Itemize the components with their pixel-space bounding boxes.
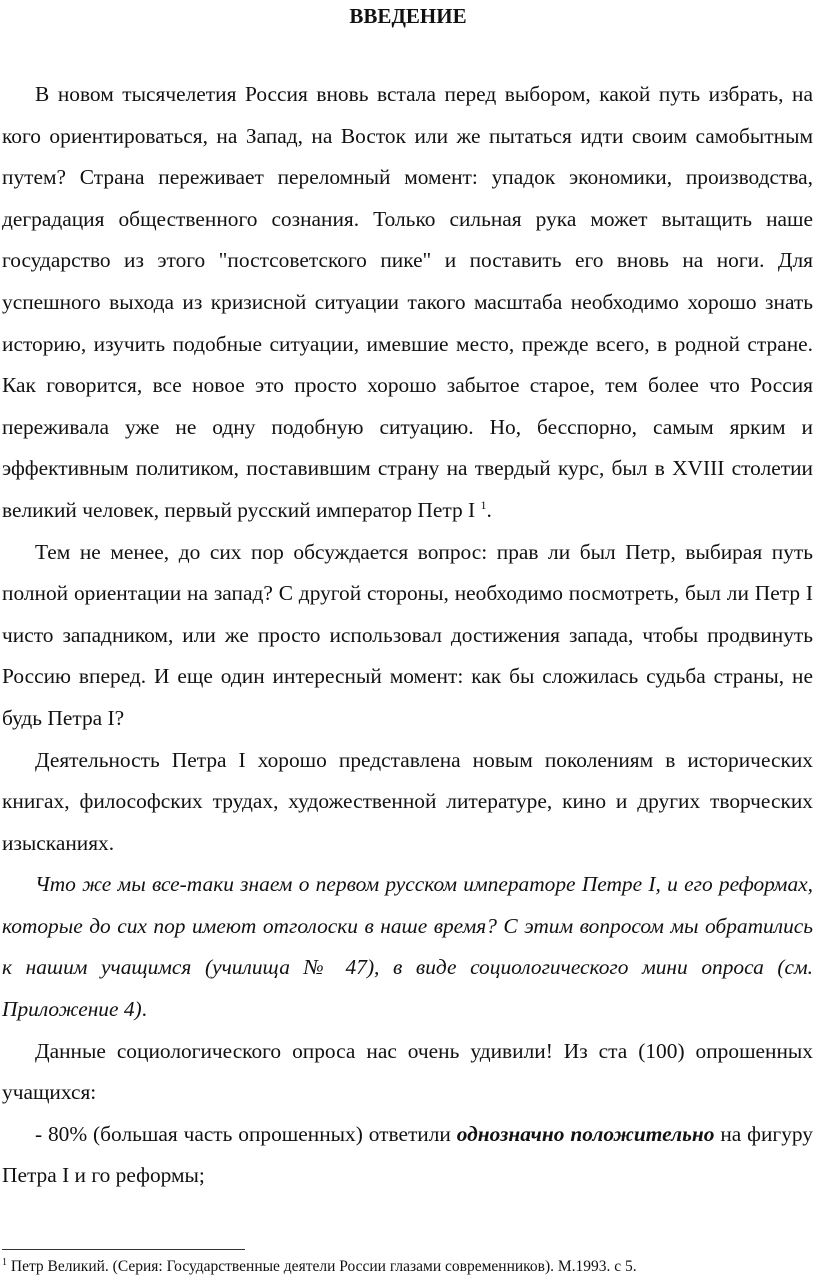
footnote-text: Петр Великий. (Серия: Государственные деятели России глазами современников). М.1993. с 5.	[7, 1258, 637, 1275]
result-text-before: - 80% (большая часть опрошенных) ответили	[35, 1121, 457, 1146]
footnote-divider	[2, 1249, 245, 1250]
footnote-mark: 1	[2, 1256, 7, 1268]
footnote-reference[interactable]: 1	[480, 497, 487, 512]
paragraph-tail: .	[486, 497, 492, 522]
page-title: ВВЕДЕНИЕ	[349, 4, 467, 28]
paragraph-text: Деятельность Петра I хорошо представлена новым поколениям в исторических книгах, философских трудах, художественной литературе, кино и других творческих изысканиях.	[2, 747, 813, 855]
paragraph-survey-intro	[2, 864, 813, 1030]
document-body	[2, 74, 813, 1197]
paragraph-text: Тем не менее, до сих пор обсуждается вопрос: прав ли был Петр, выбирая путь полной ориентации на запад? С другой стороны, необходимо посмотреть, был ли Петр I чисто западником, или же просто использовал достижения запада, чтобы продвинуть Россию вперед. И еще один интересный момент: как бы сложилась судьба страны, не будь Петра I?	[2, 539, 813, 730]
paragraph-activity	[2, 740, 813, 865]
result-text-after: на фигуру Петра I и го реформы;	[2, 1121, 813, 1188]
paragraph-survey-results	[2, 1031, 813, 1114]
paragraph-text: Данные социологического опроса нас очень удивили! Из ста (100) опрошенных учащихся:	[2, 1038, 813, 1105]
result-emphasis: однозначно положительно	[456, 1121, 715, 1146]
footnote	[2, 1256, 813, 1278]
paragraph-result-item	[2, 1114, 813, 1197]
paragraph-text: Что же мы все-таки знаем о первом русском императоре Петре I, и его реформах, которые до сих пор имеют отголоски в наше время? С этим вопросом мы обратились к нашим учащимся (училища № 47), в виде социологического мини опроса (см. Приложение 4)	[2, 872, 813, 1022]
paragraph-intro	[2, 74, 813, 532]
paragraph-text: В новом тысячелетия Россия вновь встала перед выбором, какой путь избрать, на кого ориентироваться, на Запад, на Восток или же пытаться идти своим самобытным путем? Страна переживает переломный момент: упадок экономики, производства, деградация общественного сознания. Только сильная рука может вытащить наше государство из этого "постсоветского пике" и поставить его вновь на ноги. Для успешного выхода из кризисной ситуации такого масштаба необходимо хорошо знать историю, изучить подобные ситуации, имевшие место, прежде всего, в родной стране. Как говорится, все новое это просто хорошо забытое старое, тем более что Россия переживала уже не одну подобную ситуацию. Но, бесспорно, самым ярким и эффективным политиком, поставившим страну на твердый курс, был в XVIII столетии великий человек, первый русский император Петр I	[2, 82, 813, 522]
paragraph-tail: .	[141, 997, 148, 1022]
paragraph-question	[2, 532, 813, 740]
